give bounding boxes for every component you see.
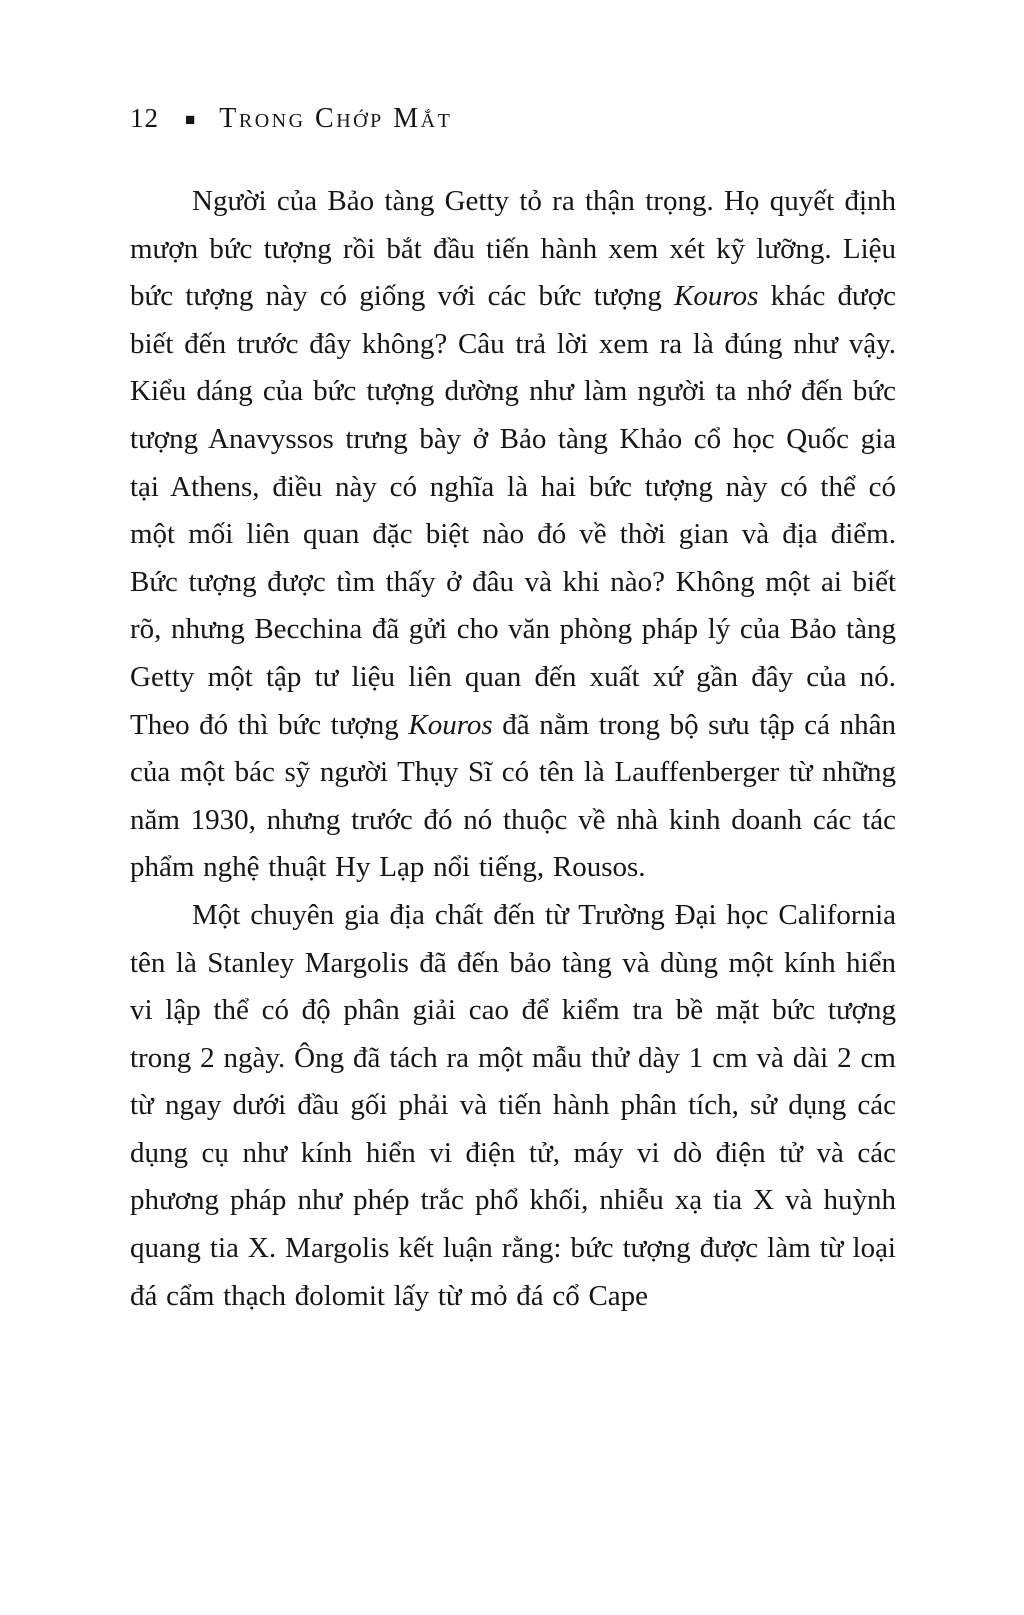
page-content <box>130 178 896 1320</box>
italic-term: Kouros <box>674 280 759 313</box>
running-title: Trong Chớp Mắt <box>219 103 453 134</box>
text-segment: Một chuyên gia địa chất đến từ Trường Đại học California tên là Stanley Margolis đã đến bảo tàng và dùng một kính hiển vi lập thể có độ phân giải cao để kiểm tra bề mặt bức tượng trong 2 ngày. Ông đã tách ra một mẫu thử dày 1 cm và dài 2 cm từ ngay dưới đầu gối phải và tiến hành phân tích, sử dụng các dụng cụ như kính hiển vi điện tử, máy vi dò điện tử và các phương pháp như phép trắc phổ khối, nhiễu xạ tia X và huỳnh quang tia X. Margolis kết luận rằng: bức tượng được làm từ loại đá cẩm thạch đolomit lấy từ mỏ đá cổ Cape <box>130 898 896 1312</box>
text-segment: khác được biết đến trước đây không? Câu trả lời xem ra là đúng như vậy. Kiểu dáng của bức tượng dường như làm người ta nhớ đến bức tượng Anavyssos trưng bày ở Bảo tàng Khảo cổ học Quốc gia tại Athens, điều này có nghĩa là hai bức tượng này có thể có một mối liên quan đặc biệt nào đó về thời gian và địa điểm. Bức tượng được tìm thấy ở đâu và khi nào? Không một ai biết rõ, nhưng Becchina đã gửi cho văn phòng pháp lý của Bảo tàng Getty một tập tư liệu liên quan đến xuất xứ gần đây của nó. Theo đó thì bức tượng <box>130 280 896 741</box>
page-number: 12 <box>130 103 159 133</box>
paragraph <box>130 892 896 1320</box>
italic-term: Kouros <box>408 708 493 741</box>
text-segment: đã nằm trong bộ sưu tập cá nhân của một bác sỹ người Thụy Sĩ có tên là Lauffenberger từ những năm 1930, nhưng trước đó nó thuộc về nhà kinh doanh các tác phẩm nghệ thuật Hy Lạp nổi tiếng, Rousos. <box>130 708 896 884</box>
paragraph <box>130 178 896 892</box>
square-bullet-icon: ■ <box>185 110 196 129</box>
text-segment: Người của Bảo tàng Getty tỏ ra thận trọng. Họ quyết định mượn bức tượng rồi bắt đầu tiến hành xem xét kỹ lưỡng. Liệu bức tượng này có giống với các bức tượng <box>130 185 896 313</box>
running-header <box>130 103 896 135</box>
